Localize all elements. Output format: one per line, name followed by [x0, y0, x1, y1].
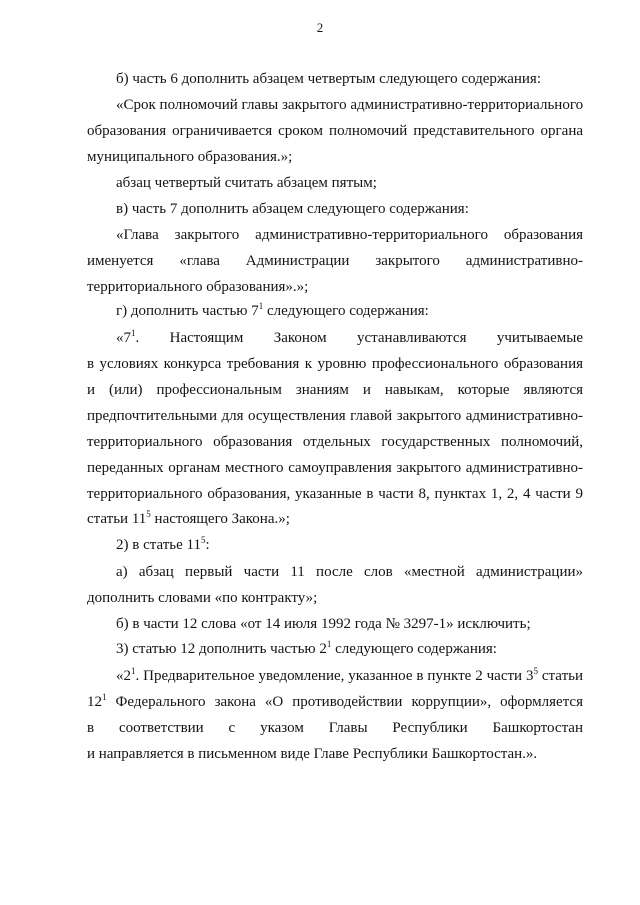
superscript: 1 [102, 692, 107, 702]
paragraph-line: «Срок полномочий главы закрытого административно-территориального [116, 97, 584, 113]
paragraph-line [87, 510, 583, 528]
superscript: 1 [326, 639, 332, 649]
paragraph-line: территориального образования отдельных государственных полномочий, [87, 434, 583, 450]
text-run: «2 [116, 668, 131, 684]
paragraph-line [116, 640, 583, 658]
paragraph-line [87, 693, 583, 711]
paragraph-line: именуется «глава Администрации закрытого административно- [87, 253, 583, 269]
text-run: следующего содержания: [331, 641, 497, 657]
paragraph-line: предпочтительными для осуществления главой закрытого административно- [87, 408, 583, 424]
paragraph-line: и (или) профессиональным знаниям и навыкам, которые являются [87, 382, 583, 398]
superscript: 5 [146, 509, 151, 519]
superscript: 1 [131, 328, 136, 338]
paragraph-line: дополнить словами «по контракту»; [87, 590, 318, 606]
paragraph-line [116, 536, 583, 554]
paragraph-line: а) абзац первый части 11 после слов «местной администрации» [116, 564, 583, 580]
text-run: следующего содержания: [263, 303, 429, 319]
text-run: Федерального закона «О противодействии коррупции», оформляется [106, 694, 583, 710]
text-run: . Настоящим Законом устанавливаются учитываемые [135, 330, 583, 346]
paragraph-line: б) в части 12 слова «от 14 июля 1992 года № 3297-1» исключить; [116, 616, 531, 632]
text-run: 12 [87, 694, 102, 710]
text-run: статьи [537, 668, 583, 684]
paragraph-line [116, 329, 583, 347]
paragraph-line: «Глава закрытого административно-территориального образования [116, 227, 583, 243]
superscript: 1 [131, 666, 136, 676]
page-number: 2 [316, 20, 324, 35]
superscript: 5 [533, 666, 538, 676]
paragraph-line: территориального образования, указанные в части 8, пунктах 1, 2, 4 части 9 [87, 486, 583, 502]
paragraph-line: образования ограничивается сроком полномочий представительного органа [87, 123, 583, 139]
paragraph-line: б) часть 6 дополнить абзацем четвертым следующего содержания: [116, 71, 542, 87]
text-run: настоящего Закона.»; [150, 511, 290, 527]
text-run: «7 [116, 330, 131, 346]
text-run: 2) в статье 11 [116, 537, 201, 553]
paragraph-line: переданных органам местного самоуправления закрытого административно- [87, 460, 583, 476]
paragraph-line [116, 302, 583, 320]
superscript: 5 [201, 535, 206, 545]
text-run: 3) статью 12 дополнить частью 2 [116, 641, 327, 657]
paragraph-line: территориального образования».»; [87, 279, 309, 295]
paragraph-line: в) часть 7 дополнить абзацем следующего содержания: [116, 201, 469, 217]
paragraph-line: в соответствии с указом Главы Республики Башкортостан [87, 720, 583, 736]
superscript: 1 [258, 301, 264, 311]
paragraph-line: и направляется в письменном виде Главе Республики Башкортостан.». [87, 746, 538, 762]
text-run: г) дополнить частью 7 [116, 303, 259, 319]
text-run: статьи 11 [87, 511, 147, 527]
paragraph-line: абзац четвертый считать абзацем пятым; [116, 175, 377, 191]
paragraph-line [116, 667, 583, 685]
paragraph-line: муниципального образования.»; [87, 149, 293, 165]
paragraph-line: в условиях конкурса требования к уровню профессионального образования [87, 356, 583, 372]
text-run: : [205, 537, 210, 553]
text-run: . Предварительное уведомление, указанное в пункте 2 части 3 [135, 668, 534, 684]
